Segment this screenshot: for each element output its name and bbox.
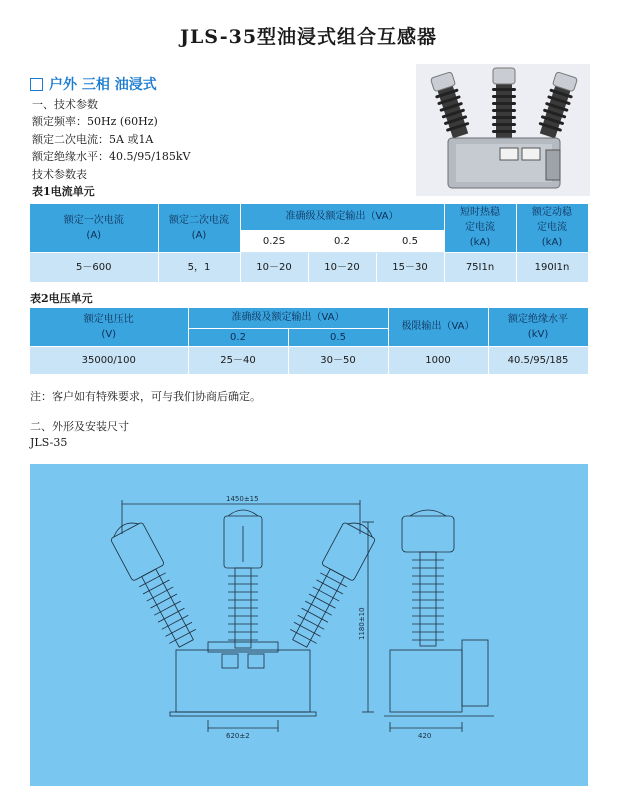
checkbox-square-icon <box>30 78 43 91</box>
cell-secondary: 5，1 <box>158 252 240 282</box>
header-insulation: 额定绝缘水平 (kV) <box>488 308 588 346</box>
cell-acc-0-5: 30－50 <box>288 346 388 374</box>
table-row <box>30 252 588 282</box>
subheader-0-2: 0.2 <box>308 230 376 252</box>
product-photo <box>416 64 590 196</box>
header-limit-output: 极限输出（VA） <box>388 308 488 346</box>
voltage-unit-table <box>30 308 589 374</box>
header-voltage-ratio: 额定电压比 (V) <box>30 308 188 346</box>
spec-line: 额定频率：50Hz (60Hz) <box>32 115 158 129</box>
dimension-base: 620±2 <box>226 732 250 740</box>
cell-primary: 5－600 <box>30 252 158 282</box>
subheader-0-5: 0.5 <box>288 328 388 346</box>
cell-dynamic: 190I1n <box>516 252 588 282</box>
header-thermal-current: 短时热稳 定电流 (kA) <box>444 204 516 252</box>
spec-line: 额定绝缘水平：40.5/95/185kV <box>32 150 191 164</box>
subheader-0-2: 0.2 <box>188 328 288 346</box>
cell-insulation: 40.5/95/185 <box>488 346 588 374</box>
spec-line: 技术参数表 <box>32 167 87 181</box>
cell-thermal: 75I1n <box>444 252 516 282</box>
cell-limit: 1000 <box>388 346 488 374</box>
table2-label: 表2电压单元 <box>30 292 93 305</box>
subheader-0-5: 0.5 <box>376 230 444 252</box>
dimension-top: 1450±15 <box>226 495 259 503</box>
header-dynamic-current: 额定动稳 定电流 (kA) <box>516 204 588 252</box>
note-text: 注：客户如有特殊要求，可与我们协商后确定。 <box>30 390 261 403</box>
header-secondary-current: 额定二次电流 (A) <box>158 204 240 252</box>
dimension-height: 1180±10 <box>358 607 366 640</box>
subheader-0-2s: 0.2S <box>240 230 308 252</box>
spec-list <box>32 96 191 200</box>
cell-ratio: 35000/100 <box>30 346 188 374</box>
outline-drawing <box>30 464 588 786</box>
dimension-side: 420 <box>418 732 432 740</box>
cell-acc-0-2s: 10－20 <box>240 252 308 282</box>
table-row <box>30 346 588 374</box>
cell-acc-0-2: 10－20 <box>308 252 376 282</box>
section2-heading: 二、外形及安装尺寸 <box>30 420 129 433</box>
table1-label: 表1电流单元 <box>32 185 95 199</box>
cell-acc-0-2: 25－40 <box>188 346 288 374</box>
section-header <box>30 74 157 94</box>
header-primary-current: 额定一次电流 (A) <box>30 204 158 252</box>
page-title: JLS-35型油浸式组合互感器 <box>179 26 438 48</box>
spec-line: 额定二次电流：5A 或1A <box>32 132 154 146</box>
cell-acc-0-5: 15－30 <box>376 252 444 282</box>
spec-heading: 一、技术参数 <box>32 98 98 111</box>
model-label: JLS-35 <box>30 436 68 449</box>
section-label: 户外 三相 油浸式 <box>49 77 157 93</box>
header-accuracy: 准确级及额定输出（VA） <box>240 204 444 230</box>
header-accuracy: 准确级及额定输出（VA） <box>188 308 388 328</box>
current-unit-table <box>30 204 589 282</box>
